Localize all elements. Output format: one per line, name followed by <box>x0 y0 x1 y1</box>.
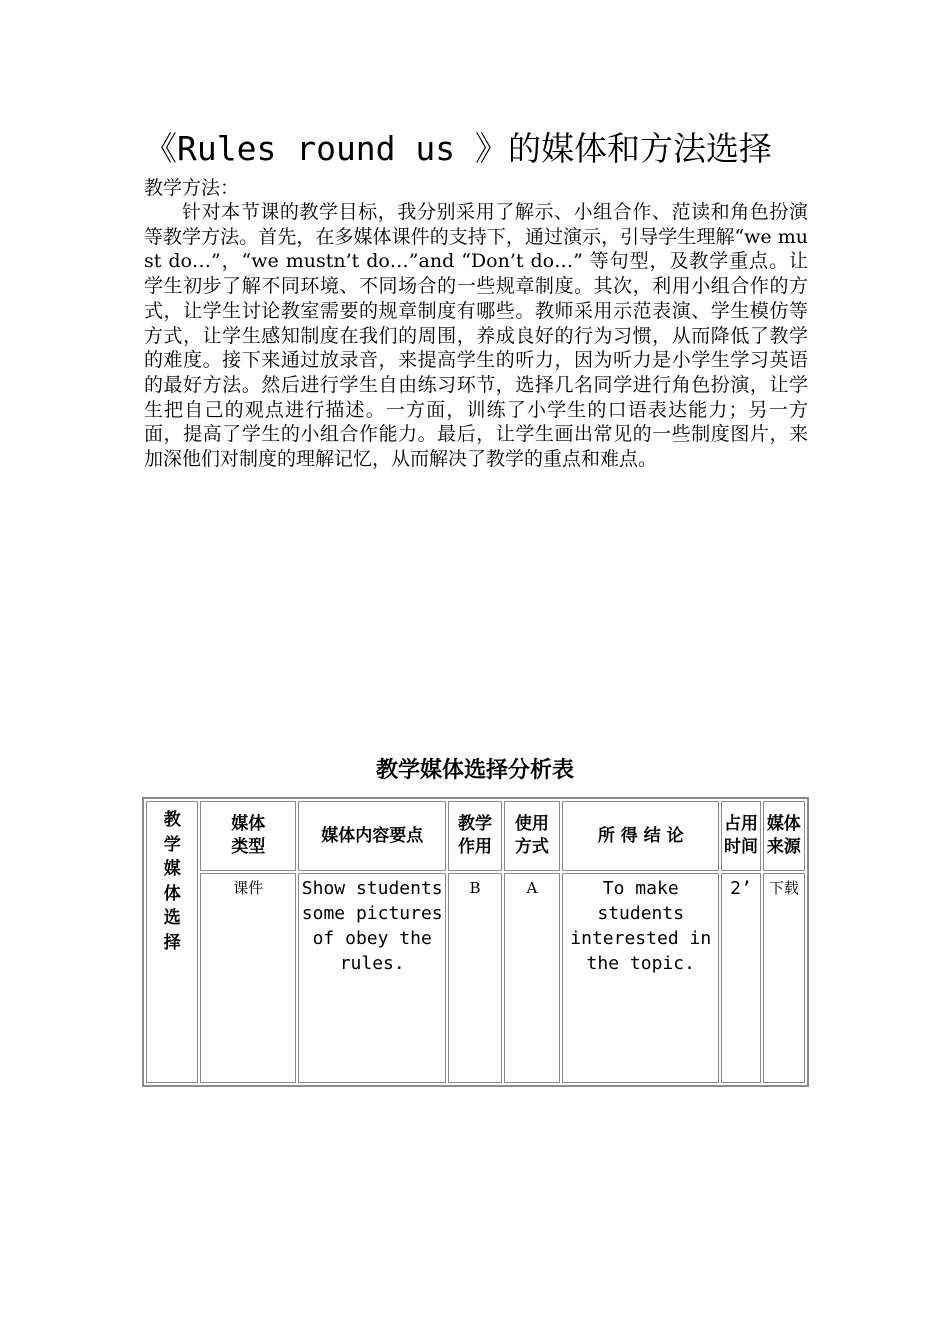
table-row <box>146 873 805 1083</box>
cell-media-source: 下载 <box>763 873 805 1083</box>
cell-conclusion: To make students interested in the topic. <box>562 873 719 1083</box>
media-selection-table <box>142 797 809 1087</box>
header-media-type: 媒体类型 <box>200 801 296 871</box>
cell-time-used: 2’ <box>721 873 760 1083</box>
page-title: 《Rules round us 》的媒体和方法选择 <box>144 129 773 168</box>
header-usage-mode: 使用方式 <box>504 801 560 871</box>
header-conclusion: 所 得 结 论 <box>562 801 719 871</box>
header-teaching-role: 教学作用 <box>448 801 501 871</box>
teaching-method-paragraph: 针对本节课的教学目标，我分别采用了解示、小组合作、范读和角色扮演等教学方法。首先，在多媒体课件的支持下，通过演示，引导学生理解“we must do…”，“we mustn’t do…”and “Don’t do…” 等句型，及教学重点。让学生初步了解不同环境、不同场合的一些规章制度。其次，利用小组合作的方式，让学生讨论教室需要的规章制度有哪些。教师采用示范表演、学生模仿等方式，让学生感知制度在我们的周围，养成良好的行为习惯，从而降低了教学的难度。接下来通过放录音，来提高学生的听力，因为听力是小学生学习英语的最好方法。然后进行学生自由练习环节，选择几名同学进行角色扮演，让学生把自己的观点进行描述。一方面，训练了小学生的口语表达能力；另一方面，提高了学生的小组合作能力。最后，让学生画出常见的一些制度图片，来加深他们对制度的理解记忆，从而解决了教学的重点和难点。 <box>144 201 808 471</box>
side-label: 教学媒体选择 <box>163 810 181 953</box>
cell-teaching-role: B <box>448 873 501 1083</box>
teaching-method-label: 教学方法： <box>144 177 240 199</box>
side-label-cell <box>146 801 198 1083</box>
table-title: 教学媒体选择分析表 <box>375 758 574 783</box>
cell-media-content: Show students some pictures of obey the rules. <box>298 873 446 1083</box>
table-header-row <box>146 801 805 871</box>
cell-media-type: 课件 <box>200 873 296 1083</box>
cell-usage-mode: A <box>504 873 560 1083</box>
header-time-used: 占用时间 <box>721 801 760 871</box>
header-media-source: 媒体来源 <box>763 801 805 871</box>
header-media-content: 媒体内容要点 <box>298 801 446 871</box>
